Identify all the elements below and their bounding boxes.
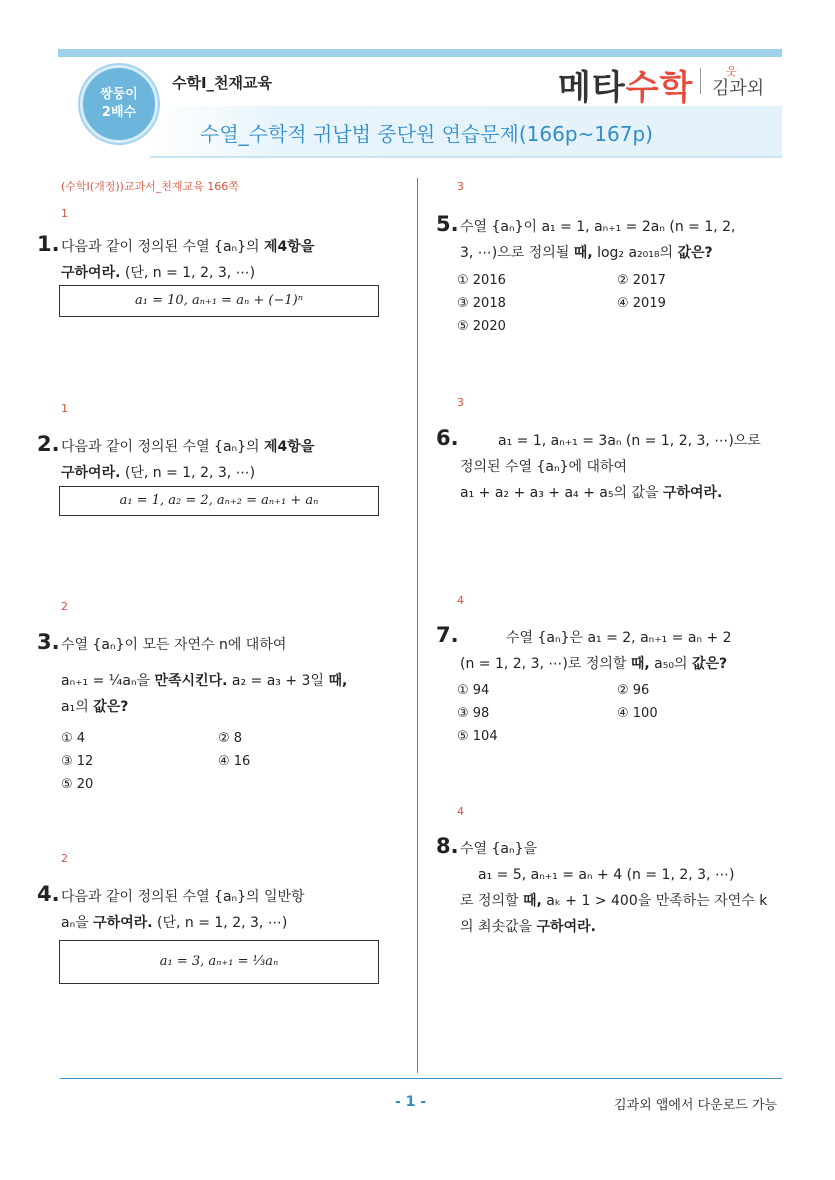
question-text-bold: 때, [523,893,542,909]
subject-label: 수학Ⅰ_천재교육 [172,74,273,92]
question-number: 3. [37,630,60,654]
download-note: 김과외 앱에서 다운로드 가능 [614,1098,778,1113]
choice-5[interactable]: ⑤ 20 [61,777,94,792]
question-text-bold: 때, [328,673,348,689]
logo-divider [700,68,701,94]
question-number: 8. [436,834,459,858]
question-text-bold: 구하여라. [61,265,121,281]
difficulty-level: 2 [61,852,68,865]
difficulty-level: 4 [457,594,464,607]
recurrence-box: a₁ = 10, aₙ₊₁ = aₙ + (−1)ⁿ [59,285,379,317]
source-label: (수학Ⅰ(개정))교과서_천재교육 166쪽 [61,180,239,193]
question-text: a₁의 [61,699,94,715]
choice-2[interactable]: ② 96 [617,683,650,698]
question-number: 5. [436,212,459,236]
question-text-bold: 구하여라. [61,465,121,481]
question-text-bold: 제4항을 [264,439,315,455]
unit-title: 수열_수학적 귀납법 중단원 연습문제(166p~167p) [200,122,653,146]
question-text: 다음과 같이 정의된 수열 {aₙ}의 [61,239,264,255]
question-text: (단, n = 1, 2, 3, ⋯) [120,465,256,481]
question-text: 수열 {aₙ}은 a₁ = 2, aₙ₊₁ = aₙ + 2 [506,630,732,646]
question-text: 의 최솟값을 [460,919,537,935]
question-text: log₂ a₂₀₁₈의 [592,245,678,261]
choice-3[interactable]: ③ 98 [457,706,490,721]
badge-line-1: 쌍둥이 [100,87,138,102]
brand-name: 김과외 [712,78,765,99]
choice-1[interactable]: ① 2016 [457,273,506,288]
choice-2[interactable]: ② 2017 [617,273,666,288]
question-number: 6. [436,426,459,450]
difficulty-level: 1 [61,402,68,415]
logo-prefix: 메타 [558,68,626,108]
question-text-bold: 구하여라. [536,919,596,935]
question-text-bold: 값은? [691,656,728,672]
question-text: aₙ을 [61,915,94,931]
question-text: (n = 1, 2, 3, ⋯)로 정의할 [460,656,631,672]
footer-line [60,1078,782,1079]
difficulty-level: 3 [457,180,464,193]
column-divider [417,178,418,1073]
question-text-bold: 때, [630,656,650,672]
question-number: 2. [37,432,60,456]
question-text: aₖ + 1 > 400을 만족하는 자연수 k [541,893,768,909]
question-text: aₙ₊₁ = ¼aₙ을 [61,673,155,689]
twin-badge [80,65,158,143]
choice-3[interactable]: ③ 12 [61,754,94,769]
person-icon: 웃 [726,65,737,78]
badge-line-2: 2배수 [101,105,137,120]
question-text: 다음과 같이 정의된 수열 {aₙ}의 일반항 [61,889,305,905]
logo-highlight: 수학 [625,68,694,108]
question-text-bold: 만족시킨다. [154,673,228,689]
question-text: 3, ⋯)으로 정의될 [460,245,574,261]
question-text: (단, n = 1, 2, 3, ⋯) [120,265,256,281]
question-text: (단, n = 1, 2, 3, ⋯) [152,915,288,931]
choice-3[interactable]: ③ 2018 [457,296,506,311]
recurrence-box: a₁ = 3, aₙ₊₁ = ⅓aₙ [59,940,379,984]
choice-5[interactable]: ⑤ 104 [457,729,498,744]
choice-2[interactable]: ② 8 [218,731,243,746]
choice-1[interactable]: ① 94 [457,683,490,698]
question-text-bold: 값은? [93,699,129,715]
question-text: 다음과 같이 정의된 수열 {aₙ}의 [61,439,264,455]
question-text: 정의된 수열 {aₙ}에 대하여 [460,459,628,475]
question-number: 4. [37,882,60,906]
question-number: 7. [436,623,459,647]
question-text-bold: 구하여라. [93,915,153,931]
difficulty-level: 3 [457,396,464,409]
choice-5[interactable]: ⑤ 2020 [457,319,506,334]
question-text-bold: 제4항을 [264,239,315,255]
meta-math-logo [558,60,693,109]
header-top-bar [58,49,782,57]
choice-4[interactable]: ④ 2019 [617,296,666,311]
difficulty-level: 1 [61,207,68,220]
question-text: 수열 {aₙ}을 [460,841,537,857]
question-text: a₅₀의 [649,656,692,672]
question-text: a₂ = a₃ + 3일 [227,673,329,689]
question-text-bold: 때, [573,245,593,261]
choice-4[interactable]: ④ 100 [617,706,658,721]
question-text-bold: 구하여라. [662,485,723,501]
difficulty-level: 4 [457,805,464,818]
question-number: 1. [37,232,60,256]
question-text: 수열 {aₙ}이 a₁ = 1, aₙ₊₁ = 2aₙ (n = 1, 2, [460,219,736,235]
question-text-bold: 값은? [677,245,713,261]
page-number: - 1 - [395,1094,427,1110]
choice-4[interactable]: ④ 16 [218,754,251,769]
recurrence-box: a₁ = 1, a₂ = 2, aₙ₊₂ = aₙ₊₁ + aₙ [59,486,379,516]
question-text: a₁ = 1, aₙ₊₁ = 3aₙ (n = 1, 2, 3, ⋯)으로 [498,433,761,449]
question-text: a₁ = 5, aₙ₊₁ = aₙ + 4 (n = 1, 2, 3, ⋯) [478,867,735,883]
question-text: a₁ + a₂ + a₃ + a₄ + a₅의 값을 [460,485,663,501]
difficulty-level: 2 [61,600,68,613]
question-text: 로 정의할 [460,893,523,909]
choice-1[interactable]: ① 4 [61,731,86,746]
question-text: 수열 {aₙ}이 모든 자연수 n에 대하여 [61,637,287,653]
